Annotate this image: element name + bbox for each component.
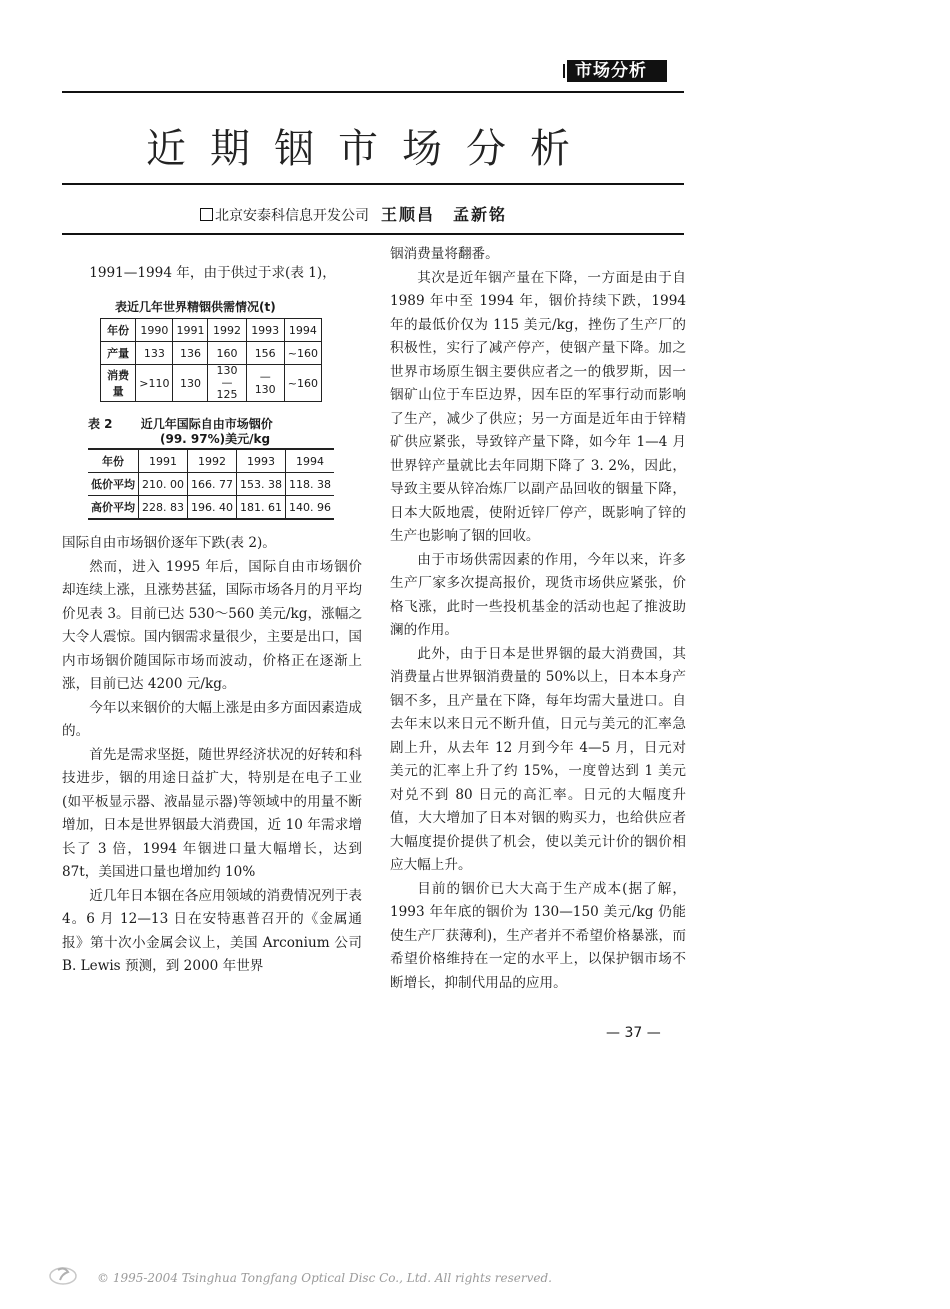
paragraph: 目前的铟价已大大高于生产成本(据了解，1993 年年底的铟价为 130—150 美元/kg 仍能使生产厂获薄利)，生产者并不希望价格暴涨，而希望价格维持在一定的水平上，以保护铟市场不断增长，抑制代用品的应用。	[390, 880, 686, 991]
table-cell-line: —125	[216, 376, 238, 401]
right-column	[390, 243, 686, 995]
byline-authors: 王顺昌 孟新铭	[381, 205, 508, 224]
table-cell: 210. 00	[139, 473, 188, 496]
table-cell-line: 130	[216, 364, 238, 377]
byline-box-icon	[200, 208, 213, 221]
table-cell: 1993	[246, 319, 284, 342]
table-cell-stack	[211, 365, 242, 401]
left-intro: 1991—1994 年，由于供过于求(表 1)，	[89, 265, 336, 281]
paragraph: 今年以来铟价的大幅上涨是由多方面因素造成的。	[62, 699, 362, 739]
paragraph: 铟消费量将翻番。	[390, 246, 499, 262]
table-row	[101, 342, 322, 365]
table2-caption	[88, 417, 273, 447]
table-cell: 1991	[173, 319, 208, 342]
byline-org: 北京安泰科信息开发公司	[215, 208, 369, 224]
table-cell: —130	[246, 365, 284, 402]
table-cell: 高价平均	[88, 496, 139, 520]
table-cell: 1992	[208, 319, 246, 342]
table-row	[88, 473, 334, 496]
paragraph: 国际自由市场铟价逐年下跌(表 2)。	[62, 535, 276, 551]
table2-caption-label: 表 2	[88, 417, 113, 431]
table-cell: 133	[136, 342, 173, 365]
table-row	[101, 319, 322, 342]
table2-caption-sub: (99. 97%)美元/kg	[160, 432, 271, 446]
table-row	[88, 449, 334, 473]
table-cell: 166. 77	[188, 473, 237, 496]
table-cell: 160	[208, 342, 246, 365]
title-rule-bottom	[62, 183, 684, 185]
table-cell: 1991	[139, 449, 188, 473]
table-cell: 1994	[284, 319, 321, 342]
table-cell: 196. 40	[188, 496, 237, 520]
table-cell: 156	[246, 342, 284, 365]
table-cell: 181. 61	[237, 496, 286, 520]
article-title: 近期铟市场分析	[146, 126, 594, 172]
paragraph: 首先是需求坚挺，随世界经济状况的好转和科技进步，铟的用途日益扩大，特别是在电子工业(如平板显示器、液晶显示器)等领域中的用量不断增加，日本是世界铟最大消费国，近 10 年需求增长了 3 倍，1994 年铟进口量大幅增长，达到 87t，美国进口量也增加约 10%	[62, 746, 362, 880]
left-column	[62, 532, 362, 979]
table-cell: 153. 38	[237, 473, 286, 496]
table-cell: 1993	[237, 449, 286, 473]
table-cell: 消费量	[101, 365, 136, 402]
table-cell: 130	[173, 365, 208, 402]
byline	[200, 202, 507, 225]
section-tag: 市场分析	[567, 60, 667, 82]
table-cell: 1994	[286, 449, 335, 473]
table2	[88, 448, 334, 520]
table-cell: 年份	[88, 449, 139, 473]
table-cell: 118. 38	[286, 473, 335, 496]
paragraph: 其次是近年铟产量在下降，一方面是由于自 1989 年中至 1994 年，铟价持续下跌，1994 年的最低价仅为 115 美元/kg，挫伤了生产厂的积极性，实行了减产停产，使铟产量下降。加之世界市场原生铟主要供应者之一的俄罗斯，因一铟矿山位于车臣边界，因车臣的军事行动而影响了生产，减少了供应；另一方面是近年由于锌精矿供应紧张，导致锌产量下降，如今年 1—4 月世界锌产量就比去年同期下降了 3. 2%，因此，导致主要从锌冶炼厂以副产品回收的铟量下降，日本大阪地震，使附近锌厂停产，既影响了锌的生产也影响了铟的回收。	[390, 269, 686, 544]
header-rule	[62, 91, 684, 93]
table-row	[88, 496, 334, 520]
table-cell: ~160	[284, 342, 321, 365]
table-cell: 产量	[101, 342, 136, 365]
table-cell: 低价平均	[88, 473, 139, 496]
table1	[100, 318, 322, 402]
paragraph: 近几年日本铟在各应用领域的消费情况列于表 4。6 月 12—13 日在安特惠普召开的《金属通报》第十次小金属会议上，美国 Arconium 公司 B. Lewis 预测，到 2000 年世界	[62, 887, 362, 974]
copyright-footer: © 1995-2004 Tsinghua Tongfang Optical Disc Co., Ltd. All rights reserved.	[97, 1271, 552, 1285]
table-cell: >110	[136, 365, 173, 402]
table2-caption-title: 近几年国际自由市场铟价	[140, 417, 273, 431]
left-column-top	[62, 262, 362, 286]
table-cell: 136	[173, 342, 208, 365]
publisher-logo-icon	[48, 1264, 78, 1286]
table-row	[101, 365, 322, 402]
table-cell: 140. 96	[286, 496, 335, 520]
byline-rule	[62, 233, 684, 235]
table-cell: 1990	[136, 319, 173, 342]
paragraph: 由于市场供需因素的作用，今年以来，许多生产厂家多次提高报价，现货市场供应紧张，价格飞涨，此时一些投机基金的活动也起了推波助澜的作用。	[390, 551, 686, 638]
table-cell: 1992	[188, 449, 237, 473]
table-cell	[208, 365, 246, 402]
table1-caption: 表近几年世界精铟供需情况(t)	[115, 300, 276, 314]
table-cell: ~160	[284, 365, 321, 402]
table-cell: 年份	[101, 319, 136, 342]
paragraph: 然而，进入 1995 年后，国际自由市场铟价却连续上涨，且涨势甚猛，国际市场各月的月平均价见表 3。目前已达 530～560 美元/kg，涨幅之大令人震惊。国内铟需求量很少，主要是出口，国内市场铟价随国际市场而波动，价格正在逐渐上涨，目前已达 4200 元/kg。	[62, 558, 362, 692]
paragraph: 此外，由于日本是世界铟的最大消费国，其消费量占世界铟消费量的 50%以上，日本本身产铟不多，且产量在下降，每年均需大量进口。自去年末以来日元不断升值，日元与美元的汇率急剧上升，从去年 12 月到今年 4—5 月，日元对美元的汇率上升了约 15%，一度曾达到 1 美元对兑不到 80 日元的高汇率。日元的大幅度升值，大大增加了日本对铟的购买力，也给供应者大幅度提价提供了机会，使以美元计价的铟价相应大幅上升。	[390, 645, 686, 873]
table-cell: 228. 83	[139, 496, 188, 520]
page-number: — 37 —	[606, 1025, 661, 1041]
